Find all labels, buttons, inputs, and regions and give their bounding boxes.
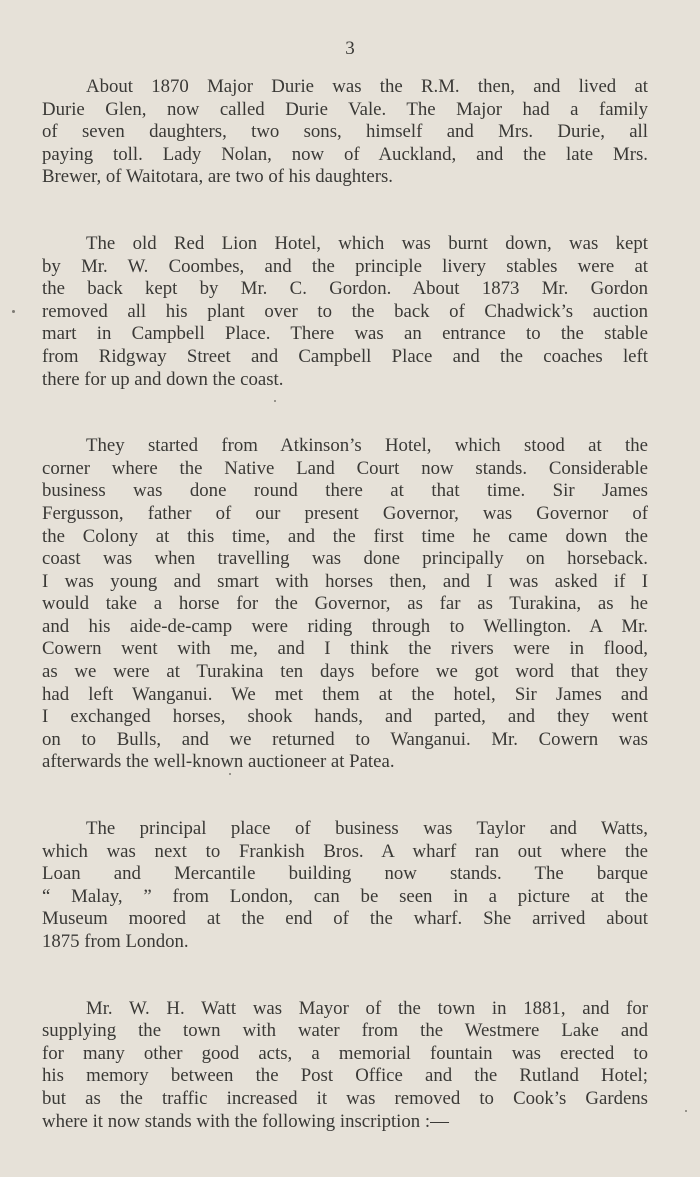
text-line: removed all his plant over to the back of Chadwick’s auction	[42, 300, 648, 322]
text-line: but as the traffic increased it was removed to Cook’s Gardens	[42, 1087, 648, 1109]
text-line: mart in Campbell Place. There was an entrance to the stable	[42, 323, 648, 345]
text-line: corner where the Native Land Court now stands. Considerable	[42, 457, 648, 479]
text-line: business was done round there at that time. Sir James	[42, 480, 648, 502]
text-line: Brewer, of Waitotara, are two of his daughters.	[42, 166, 393, 188]
text-line: by Mr. W. Coombes, and the principle livery stables were at	[42, 255, 648, 277]
text-line: of seven daughters, two sons, himself and Mrs. Durie, all	[42, 121, 648, 143]
text-line: Mr. W. H. Watt was Mayor of the town in 1881, and for	[86, 997, 648, 1019]
text-line: where it now stands with the following inscription :—	[42, 1110, 449, 1132]
text-line: from Ridgway Street and Campbell Place and the coaches left	[42, 345, 648, 367]
text-line: had left Wanganui. We met them at the hotel, Sir James and	[42, 683, 648, 705]
text-line: Fergusson, father of our present Governor, was Governor of	[42, 502, 648, 524]
paragraph-3	[42, 435, 648, 774]
text-line: and his aide-de-camp were riding through to Wellington. A Mr.	[42, 615, 648, 637]
paper-speck	[685, 1110, 687, 1112]
text-line: Museum moored at the end of the wharf. She arrived about	[42, 908, 648, 930]
paragraph-4	[42, 818, 648, 954]
text-line: 1875 from London.	[42, 931, 189, 952]
text-line: there for up and down the coast.	[42, 368, 284, 390]
text-line: the back kept by Mr. C. Gordon. About 1873 Mr. Gordon	[42, 278, 648, 300]
text-line: supplying the town with water from the Westmere Lake and	[42, 1020, 648, 1042]
text-line: coast was when travelling was done principally on horseback.	[42, 548, 648, 570]
text-line: which was next to Frankish Bros. A wharf ran out where the	[42, 840, 648, 862]
paragraph-1	[42, 76, 648, 189]
paper-speck	[12, 310, 15, 313]
text-line: as we were at Turakina ten days before we got word that they	[42, 661, 648, 683]
text-line: Cowern went with me, and I think the rivers were in flood,	[42, 638, 648, 660]
text-line: They started from Atkinson’s Hotel, which stood at the	[86, 435, 648, 457]
text-line: for many other good acts, a memorial fountain was erected to	[42, 1042, 648, 1064]
paragraph-2	[42, 233, 648, 391]
text-line: his memory between the Post Office and the Rutland Hotel;	[42, 1065, 648, 1087]
paper-speck	[274, 400, 276, 402]
text-line: “ Malay, ” from London, can be seen in a picture at the	[42, 885, 648, 907]
text-line: The old Red Lion Hotel, which was burnt down, was kept	[86, 232, 648, 254]
paragraph-5	[42, 998, 648, 1134]
text-line: on to Bulls, and we returned to Wanganui. Mr. Cowern was	[42, 728, 648, 750]
text-line: About 1870 Major Durie was the R.M. then, and lived at	[86, 76, 648, 97]
paper-speck	[229, 773, 231, 775]
text-line: The principal place of business was Taylor and Watts,	[86, 818, 648, 840]
text-line: the Colony at this time, and the first time he came down the	[42, 525, 648, 547]
text-line: paying toll. Lady Nolan, now of Auckland, and the late Mrs.	[42, 143, 648, 165]
text-line: afterwards the well-known auctioneer at Patea.	[42, 751, 395, 773]
body-text	[42, 76, 648, 1177]
text-line: Loan and Mercantile building now stands. The barque	[42, 863, 648, 885]
text-line: would take a horse for the Governor, as far as Turakina, as he	[42, 593, 648, 615]
page-number: 3	[345, 38, 355, 59]
text-line: I was young and smart with horses then, and I was asked if I	[42, 570, 648, 592]
text-line: I exchanged horses, shook hands, and parted, and they went	[42, 706, 648, 728]
text-line: Durie Glen, now called Durie Vale. The Major had a family	[42, 98, 648, 120]
